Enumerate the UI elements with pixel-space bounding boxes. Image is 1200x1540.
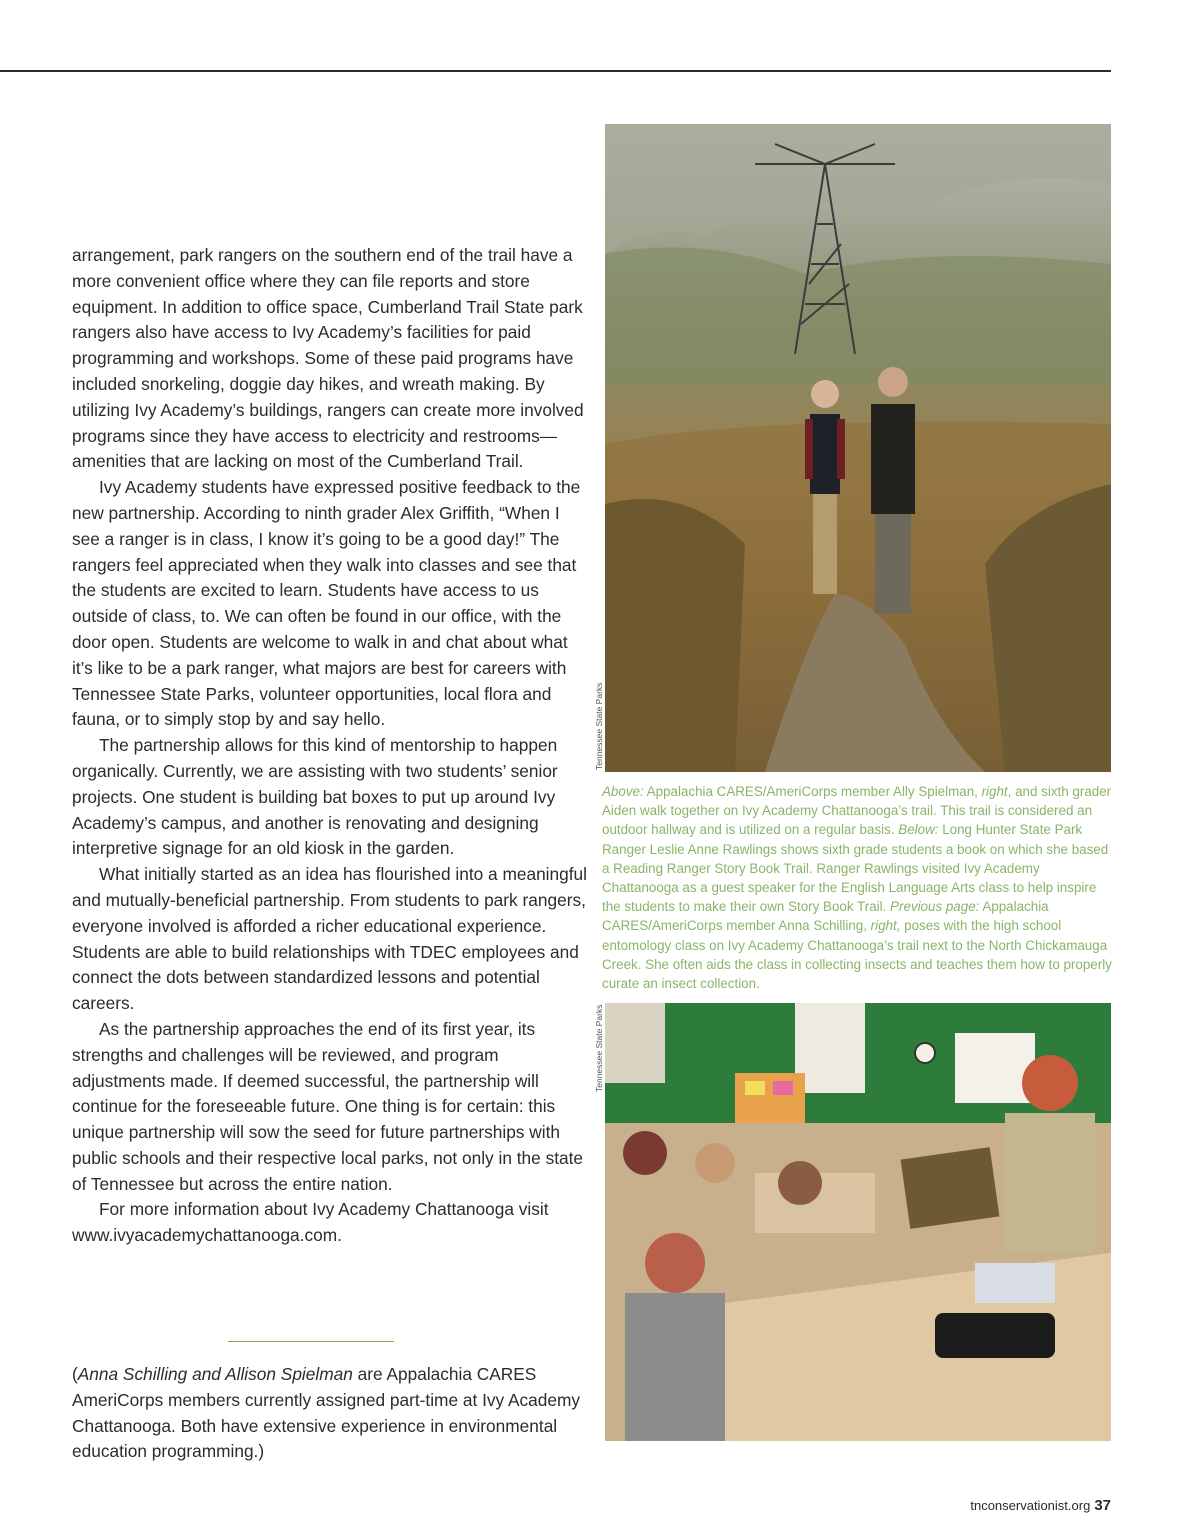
photo-credit: Tennessee State Parks [594, 682, 604, 770]
bio-open: ( [72, 1364, 78, 1384]
article-body [72, 243, 592, 1249]
caption-text: , and sixth grader Aiden walk together on Ivy Academy Chattanooga’s trail. This trail is considered an outdoor hallway and is utilized on a regular basis. [602, 784, 1112, 838]
page-number: 37 [1094, 1497, 1111, 1514]
body-paragraph: Ivy Academy students have expressed positive feedback to the new partnership. According to ninth grader Alex Griffith, “When I see a ranger is in class, I know it’s going to be a good day!” The rangers feel appreciated when they walk into classes and see that the students are excited to learn. Students have access to us outside of class, to. We can often be found in our office, with the door open. Students are welcome to walk in and chat about what it’s like to be a park ranger, what majors are best for careers with Tennessee State Parks, volunteer opportunities, local flora and fauna, or to simply stop by and say hello. [72, 477, 581, 730]
top-rule [0, 70, 1111, 72]
photo-credit: Tennessee State Parks [594, 1004, 604, 1092]
photo-caption [602, 782, 1112, 993]
body-paragraph: What initially started as an idea has flourished into a meaningful and mutually-beneficial partnership. From students to park rangers, everyone involved is afforded a richer educational experience. Students are able to build relationships with TDEC employees and connect the dots between standardized lessons and potential careers. [72, 864, 587, 1014]
caption-text: Long Hunter State Park Ranger Leslie Anne Rawlings shows sixth grade students a book on which she based a Reading Ranger Story Book Trail. Ranger Rawlings visited Ivy Academy Chattanooga as a guest speaker for the English Language Arts class to help inspire the students to make their own Story Book Trail. [602, 822, 1109, 915]
page-footer [970, 1497, 1111, 1514]
body-paragraph: The partnership allows for this kind of mentorship to happen organically. Currently, we are assisting with two students’ senior projects. One student is building bat boxes to put up around Ivy Academy’s campus, and another is renovating and designing interpretive signage for an old kiosk in the garden. [72, 735, 558, 859]
section-divider [228, 1341, 394, 1342]
classroom-photo-illustration [605, 1003, 1111, 1441]
bio-authors: Anna Schilling and Allison Spielman [77, 1364, 353, 1384]
trail-photo [605, 124, 1111, 772]
caption-text: poses with the high school entomology class on Ivy Academy Chattanooga’s trail next to the North Chickamauga Creek. She often aids the class in collecting insects and teaches them how to properly curate an insect collection. [602, 918, 1112, 992]
caption-text: Appalachia CARES/AmeriCorps member Ally Spielman, [643, 784, 982, 799]
caption-text: Appalachia CARES/AmeriCorps member Anna Schilling, [602, 899, 1049, 934]
body-paragraph: As the partnership approaches the end of its first year, its strengths and challenges will be reviewed, and program adjustments made. If deemed successful, the partnership will continue for the foreseeable future. One thing is for certain: this unique partnership will sow the seed for future partnerships with public schools and their respective local parks, not only in the state of Tennessee but across the entire nation. [72, 1018, 584, 1194]
caption-right-label: right, [870, 918, 901, 934]
classroom-photo [605, 1003, 1111, 1441]
trail-photo-illustration [605, 124, 1111, 772]
caption-right-label: right [981, 784, 1008, 799]
author-bio [72, 1362, 592, 1465]
body-paragraph: arrangement, park rangers on the southern end of the trail have a more convenient office where they can file reports and store equipment. In addition to office space, Cumberland Trail State park rangers also have access to Ivy Academy’s facilities for paid programming and workshops. Some of these paid programs have included snorkeling, doggie day hikes, and wreath making. By utilizing Ivy Academy’s buildings, rangers can create more involved programs since they have access to electricity and restrooms—amenities that are lacking on most of the Cumberland Trail. [72, 245, 584, 472]
site-url: tnconservationist.org [970, 1498, 1091, 1513]
caption-previous-label: Previous page: [890, 899, 980, 915]
body-paragraph: For more information about Ivy Academy Chattanooga visit www.ivyacademychattanooga.com. [72, 1199, 549, 1246]
caption-above-label: Above: [602, 784, 644, 799]
bio-text: are Appalachia CARES AmeriCorps members currently assigned part-time at Ivy Academy Chattanooga. Both have extensive experience in environmental education programming.) [72, 1364, 581, 1462]
caption-below-label: Below: [898, 822, 939, 838]
